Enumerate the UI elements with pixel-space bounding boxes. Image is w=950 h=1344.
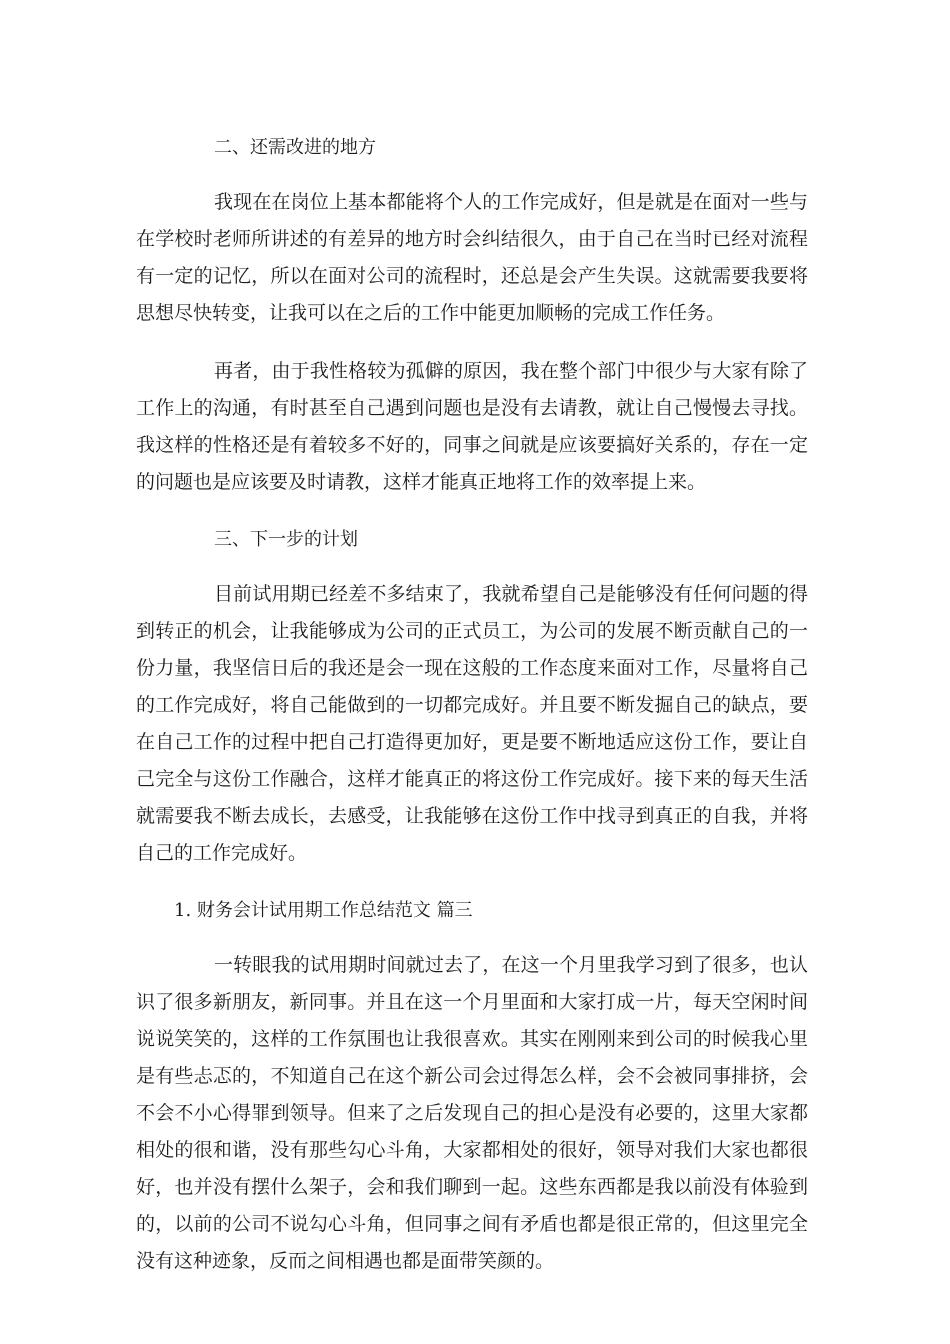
section-heading-next-plan: 三、下一步的计划 <box>214 529 358 550</box>
paragraph-next-plan: 目前试用期已经差不多结束了，我就希望自己是能够没有任何问题的得到转正的机会，让我能够成为公司的正式员工，为公司的发展不断贡献自己的一份力量，我坚信日后的我还是会一现在这般的工作态度来面对工作，尽量将自己的工作完成好，将自己能做到的一切都完成好。并且要不断发掘自己的缺点，要在自己工作的过程中把自己打造得更加好，更是要不断地适应这份工作，要让自己完全与这份工作融合，这样才能真正的将这份工作完成好。接下来的每天生活就需要我不断去成长，去感受，让我能够在这份工作中找寻到真正的自我，并将自己的工作完成好。 <box>136 583 808 864</box>
paragraph-part-three: 一转眼我的试用期时间就过去了，在这一个月里我学习到了很多，也认识了很多新朋友，新同事。并且在这一个月里面和大家打成一片，每天空闲时间说说笑笑的，这样的工作氛围也让我很喜欢。其实在刚刚来到公司的时候我心里是有些忐忑的，不知道自己在这个新公司会过得怎么样，会不会被同事排挤，会不会不小心得罪到领导。但来了之后发现自己的担心是没有必要的，这里大家都相处的很和谐，没有那些勾心斗角，大家都相处的很好，领导对我们大家也都很好，也并没有摆什么架子，会和我们聊到一起。这些东西都是我以前没有体验到的，以前的公司不说勾心斗角，但同事之间有矛盾也都是很正常的，但这里完全没有这种迹象，反而之间相遇也都是面带笑颜的。 <box>136 954 808 1272</box>
paragraph-improvements-1: 我现在在岗位上基本都能将个人的工作完成好，但是就是在面对一些与在学校时老师所讲述的有差异的地方时会纠结很久，由于自己在当时已经对流程有一定的记忆，所以在面对公司的流程时，还总是会产生失误。这就需要我要将思想尽快转变，让我可以在之后的工作中能更加顺畅的完成工作任务。 <box>136 191 808 324</box>
document-page <box>136 130 808 1301</box>
paragraph-improvements-2: 再者，由于我性格较为孤僻的原因，我在整个部门中很少与大家有除了工作上的沟通，有时甚至自己遇到问题也是没有去请教，就让自己慢慢去寻找。我这样的性格还是有着较多不好的，同事之间就是应该要搞好关系的，存在一定的问题也是应该要及时请教，这样才能真正地将工作的效率提上来。 <box>136 360 808 493</box>
section-heading-improvements: 二、还需改进的地方 <box>214 137 376 158</box>
article-title-part-three: 1. 财务会计试用期工作总结范文 篇三 <box>174 900 473 921</box>
